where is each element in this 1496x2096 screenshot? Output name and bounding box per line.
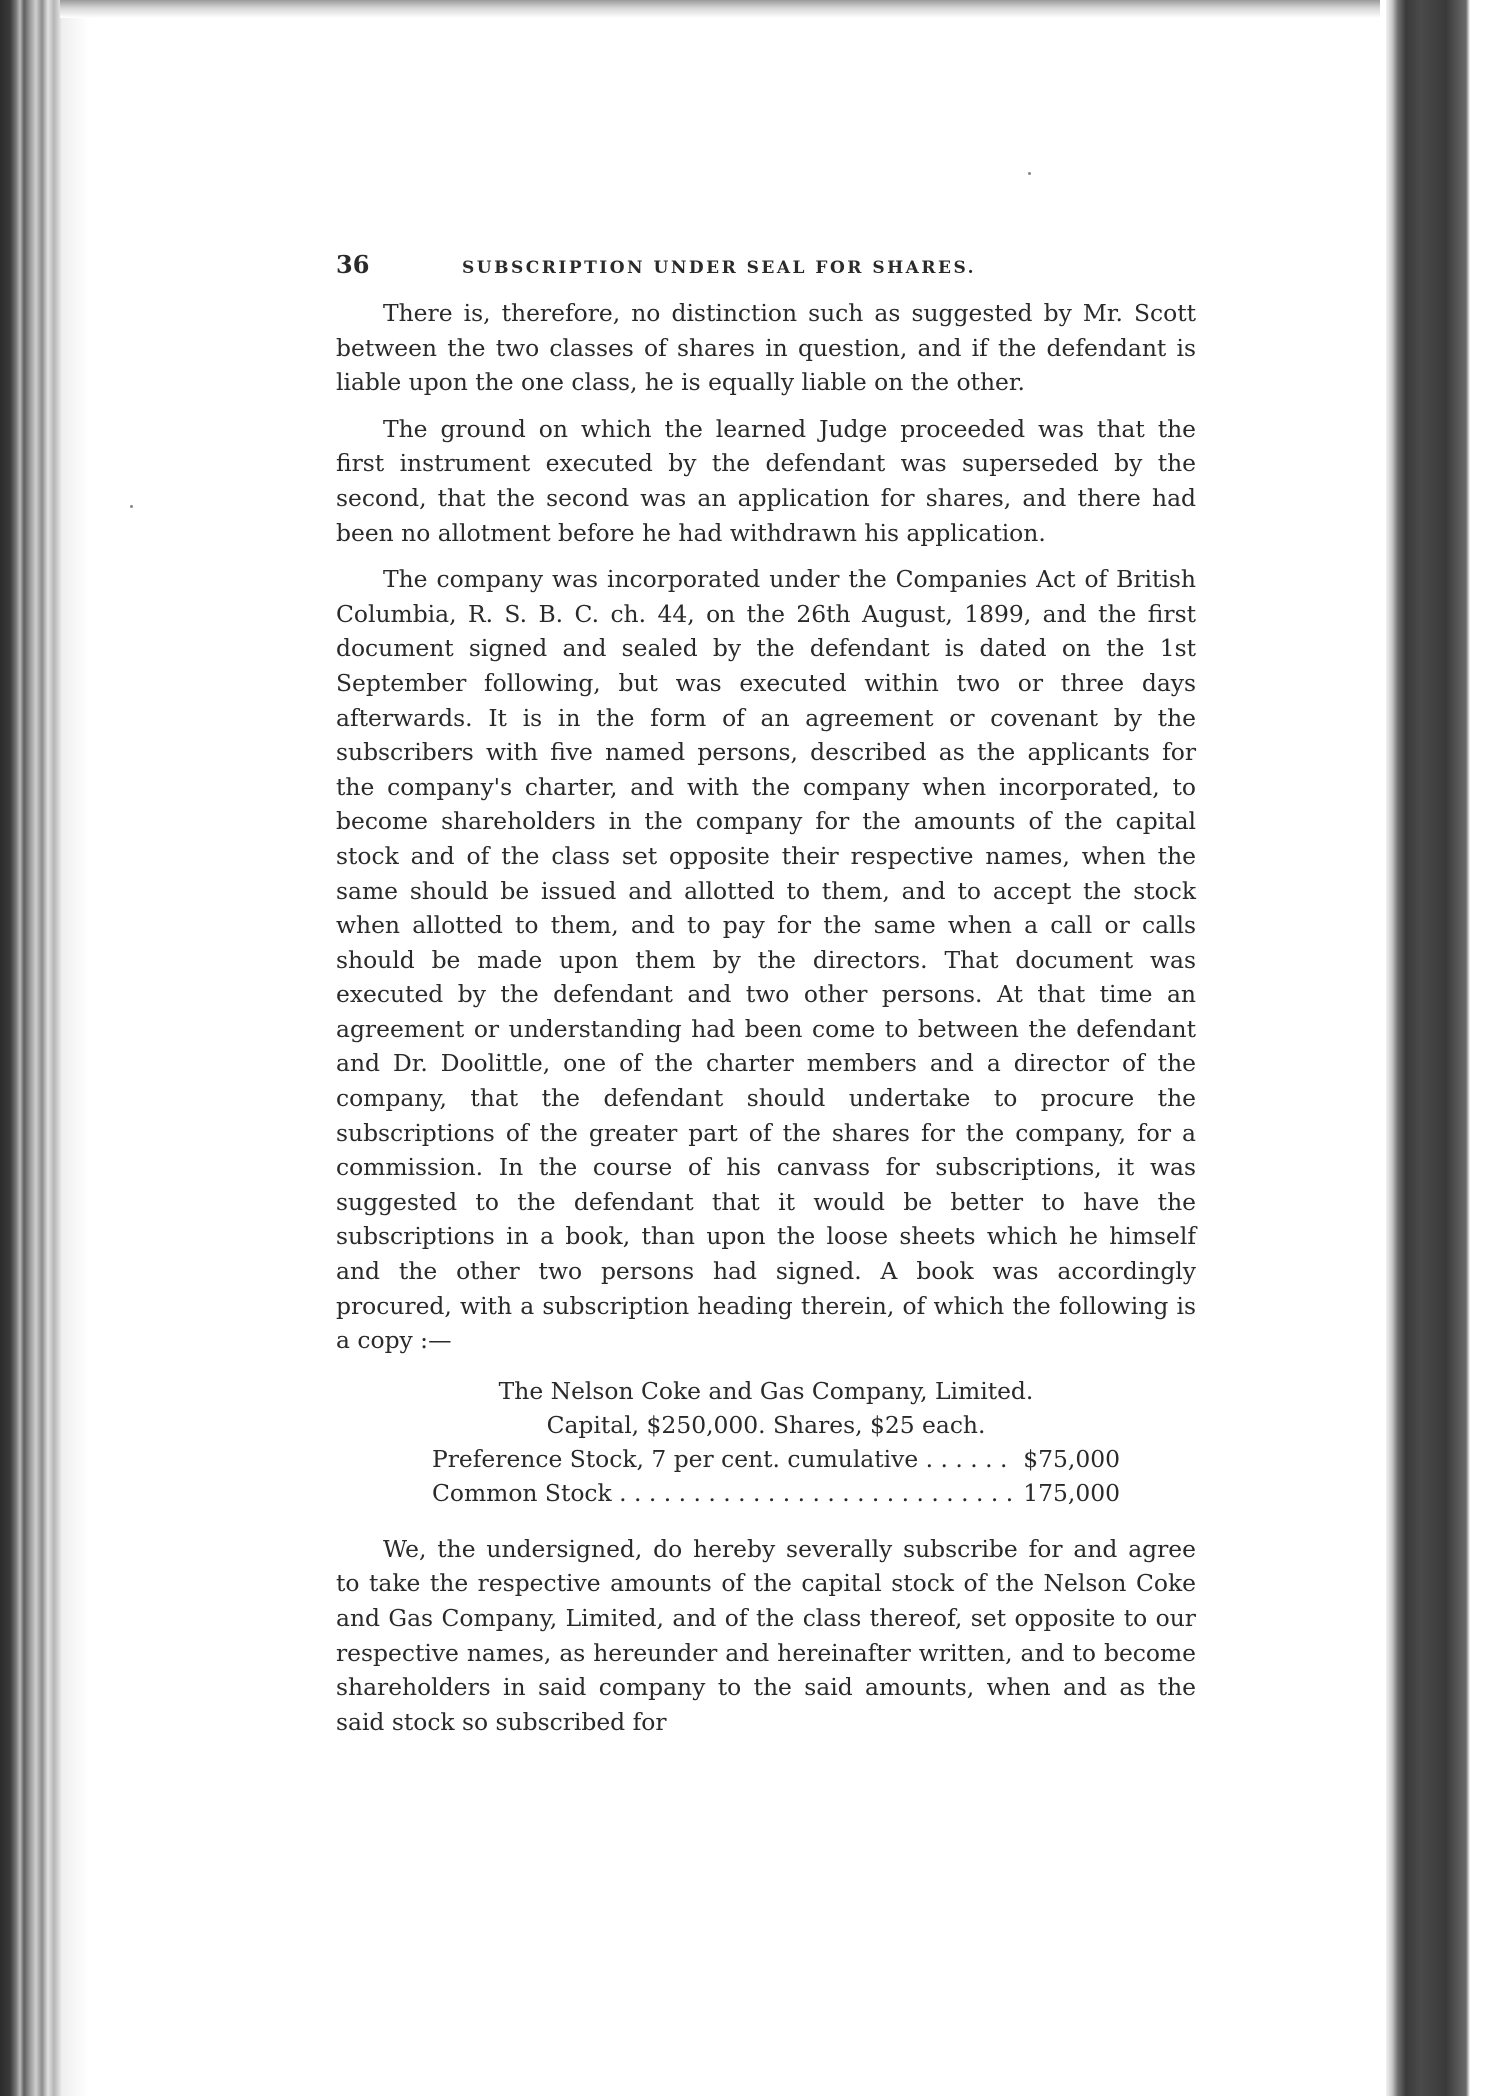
book-page	[336, 250, 1196, 1751]
stock-label: Common Stock . . .	[432, 1476, 1013, 1510]
book-spine-edge	[0, 0, 90, 2096]
paragraph-3: The company was incorporated under the Companies Act of British Columbia, R. S. B. C. ch. 44, on the 26th August, 1899, and the first document signed and sealed by the defendant is dated on the 1st September following, but was executed within two or three days afterwards. It is in the form of an agreement or covenant by the subscribers with five named persons, described as the applicants for the company's charter, and with the company when incorporated, to become shareholders in the company for the amounts of the capital stock and of the class set opposite their respective names, when the same should be issued and allotted to them, and to accept the stock when allotted to them, and to pay for the same when a call or calls should be made upon them by the directors. That document was executed by the defendant and two other persons. At that time an agreement or understanding had been come to between the defendant and Dr. Doolittle, one of the charter members and a director of the company, that the defendant should undertake to procure the subscriptions of the greater part of the shares for the company, for a commission. In the course of his canvass for subscriptions, it was suggested to the defendant that it would be better to have the subscriptions in a book, than upon the loose sheets which he himself and the other two persons had signed. A book was accordingly procured, with a subscription heading therein, of which the following is a copy :—	[336, 565, 1196, 1355]
page-top-shadow	[60, 0, 1380, 18]
page-number: 36	[336, 250, 370, 279]
stock-row-common	[432, 1476, 1120, 1510]
closing-paragraph: We, the undersigned, do hereby severally subscribe for and agree to take the respective amounts of the capital stock of the Nelson Coke and Gas Company, Limited, and of the class thereof, set opposite to our respective names, as hereunder and hereinafter written, and to become shareholders in said company to the said amounts, when and as the said stock so subscribed for	[336, 1534, 1196, 1736]
paragraph-1: There is, therefore, no distinction such as suggested by Mr. Scott between the two classes of shares in question, and if the defendant is liable upon the one class, he is equally liable on the other.	[336, 299, 1196, 397]
page-header	[336, 250, 1196, 290]
stock-amount: 175,000	[1023, 1478, 1120, 1507]
subscription-heading-copy	[336, 1374, 1196, 1510]
stock-label: Preference Stock, 7 per cent. cumulative . . .	[432, 1442, 1013, 1476]
page-right-edge	[1386, 0, 1496, 2096]
stock-row-preference	[432, 1442, 1120, 1476]
capital-line: Capital, $250,000. Shares, $25 each.	[546, 1410, 986, 1439]
stock-amount: $75,000	[1023, 1444, 1120, 1473]
scan-speck	[130, 505, 133, 508]
running-title: SUBSCRIPTION UNDER SEAL FOR SHARES.	[462, 258, 977, 278]
scan-speck	[1028, 172, 1031, 175]
paragraph-2: The ground on which the learned Judge proceeded was that the first instrument executed by the defendant was superseded by the second, that the second was an application for shares, and there had been no allotment before he had withdrawn his application.	[336, 414, 1196, 547]
company-name-line: The Nelson Coke and Gas Company, Limited.	[498, 1376, 1034, 1405]
